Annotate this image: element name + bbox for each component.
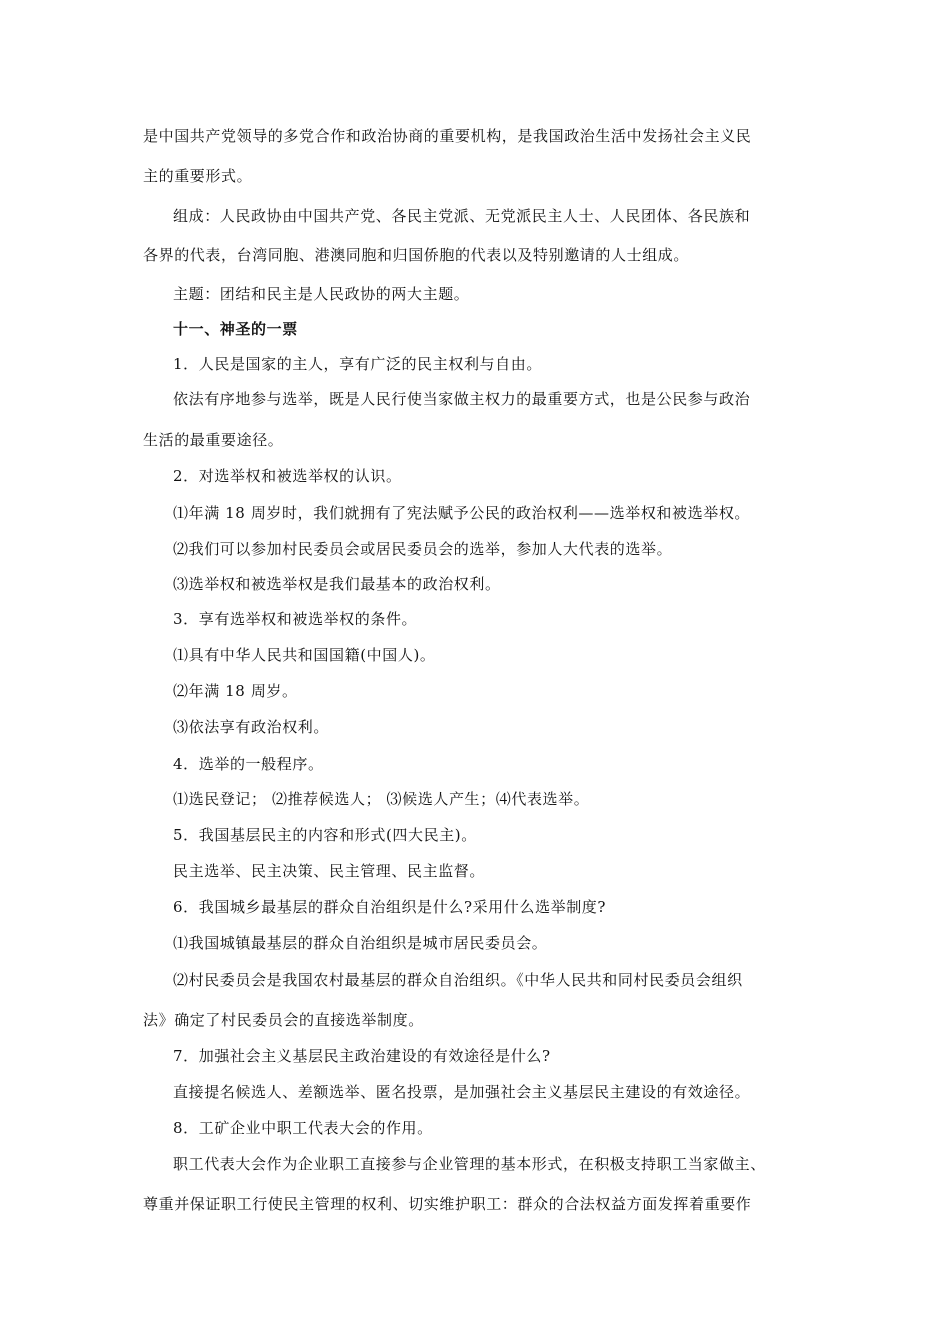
list-item: 5．我国基层民主的内容和形式(四大民主)。 [173,826,477,844]
paragraph-line: 民主选举、民主决策、民主管理、民主监督。 [173,862,486,880]
list-item: 2．对选举权和被选举权的认识。 [173,467,402,485]
list-item: 7．加强社会主义基层民主政治建设的有效途径是什么? [173,1047,551,1065]
sub-list-item: ⑵年满 18 周岁。 [173,682,298,700]
list-item: 4．选举的一般程序。 [173,755,324,773]
sub-list-item: ⑵村民委员会是我国农村最基层的群众自治组织。《中华人民共和同村民委员会组织 [173,971,743,989]
paragraph-line: 主题：团结和民主是人民政协的两大主题。 [173,285,470,303]
sub-list-item: ⑴我国城镇最基层的群众自治组织是城市居民委员会。 [173,934,548,952]
paragraph-line: 是中国共产党领导的多党合作和政治协商的重要机构，是我国政治生活中发扬社会主义民 [143,127,752,145]
paragraph-line: 直接提名候选人、差额选举、匿名投票，是加强社会主义基层民主建设的有效途径。 [173,1083,751,1101]
paragraph-line: 组成：人民政协由中国共产党、各民主党派、无党派民主人士、人民团体、各民族和 [173,207,751,225]
sub-list-item: ⑴具有中华人民共和国国籍(中国人)。 [173,646,436,664]
paragraph-line: 生活的最重要途径。 [143,431,284,449]
paragraph-line: 依法有序地参与选举，既是人民行使当家做主权力的最重要方式，也是公民参与政治 [173,390,751,408]
paragraph-line: 法》确定了村民委员会的直接选举制度。 [143,1011,424,1029]
list-item: 3．享有选举权和被选举权的条件。 [173,610,418,628]
sub-list-item: ⑴选民登记； ⑵推荐候选人； ⑶候选人产生；⑷代表选举。 [173,790,590,808]
list-item: 8．工矿企业中职工代表大会的作用。 [173,1119,433,1137]
paragraph-line: 主的重要形式。 [143,167,253,185]
list-item: 6．我国城乡最基层的群众自治组织是什么?采用什么选举制度? [173,898,607,916]
sub-list-item: ⑶依法享有政治权利。 [173,718,330,736]
paragraph-line: 职工代表大会作为企业职工直接参与企业管理的基本形式，在积极支持职工当家做主、 [173,1155,766,1173]
paragraph-line: 各界的代表，台湾同胞、港澳同胞和归国侨胞的代表以及特别邀请的人士组成。 [143,246,690,264]
section-heading: 十一、神圣的一票 [173,320,298,338]
sub-list-item: ⑶选举权和被选举权是我们最基本的政治权利。 [173,575,501,593]
paragraph-line: 尊重并保证职工行使民主管理的权利、切实维护职工：群众的合法权益方面发挥着重要作 [143,1195,752,1213]
sub-list-item: ⑴年满 18 周岁时，我们就拥有了宪法赋予公民的政治权利——选举权和被选举权。 [173,504,751,522]
list-item: 1．人民是国家的主人，享有广泛的民主权利与自由。 [173,355,542,373]
sub-list-item: ⑵我们可以参加村民委员会或居民委员会的选举，参加人大代表的选举。 [173,540,673,558]
